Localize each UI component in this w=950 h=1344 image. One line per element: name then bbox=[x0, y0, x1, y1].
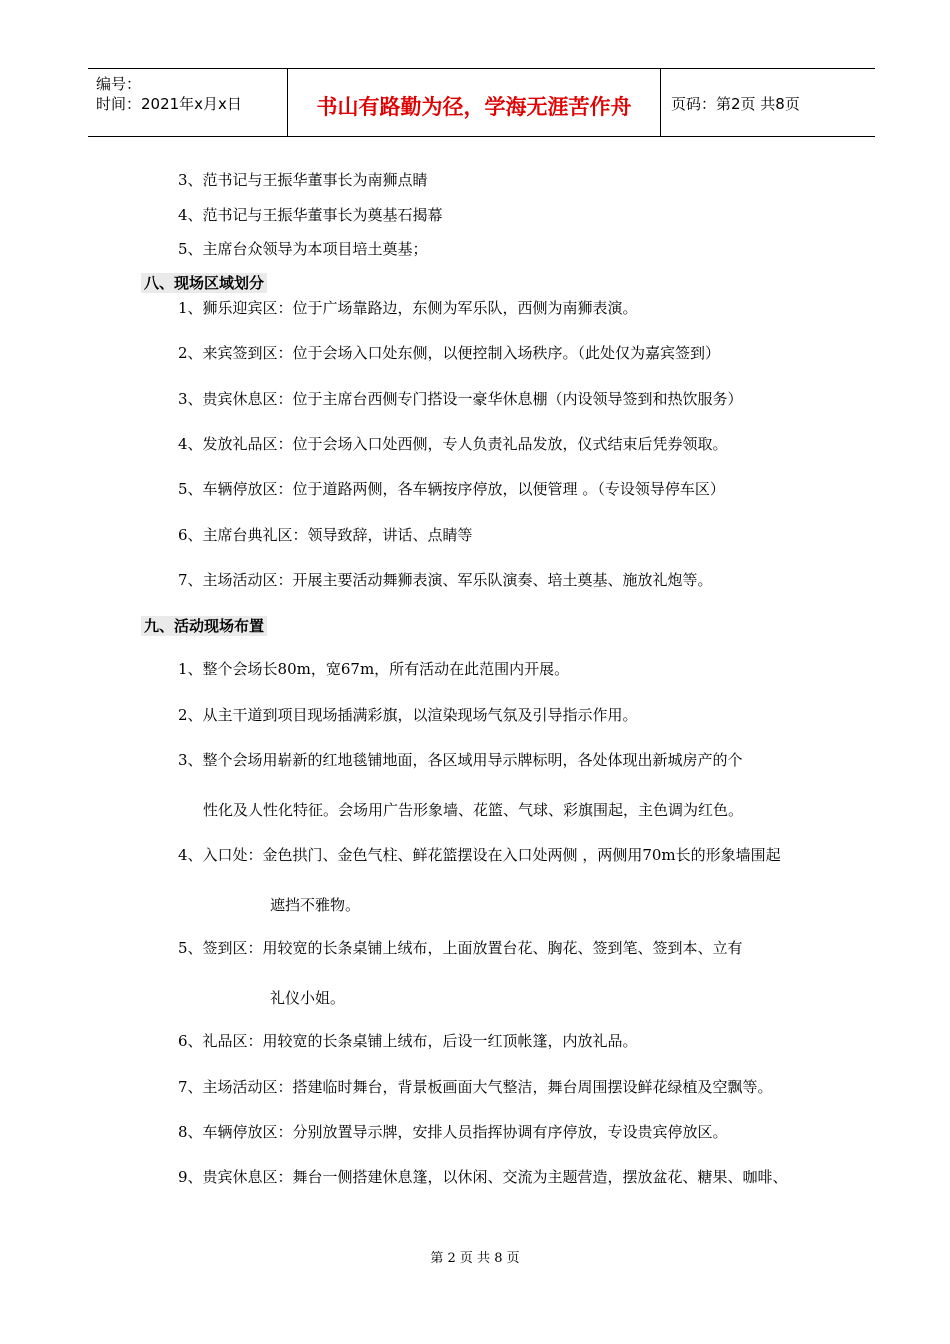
page-header bbox=[88, 68, 875, 137]
section-heading: 八、现场区域划分 bbox=[141, 273, 267, 293]
header-page-info: 页码：第2页 共8页 bbox=[671, 95, 800, 113]
section-heading: 九、活动现场布置 bbox=[141, 616, 267, 636]
list-item: 1、整个会场长80m，宽67m，所有活动在此范围内开展。 bbox=[178, 660, 570, 678]
list-item: 5、签到区：用较宽的长条桌铺上绒布，上面放置台花、胸花、签到笔、签到本、立有 bbox=[178, 939, 743, 957]
list-item: 8、车辆停放区：分别放置导示牌，安排人员指挥协调有序停放，专设贵宾停放区。 bbox=[178, 1123, 728, 1141]
list-item: 6、主席台典礼区：领导致辞，讲话、点睛等 bbox=[178, 526, 473, 544]
list-item: 9、贵宾休息区：舞台一侧搭建休息篷，以休闲、交流为主题营造，摆放盆花、糖果、咖啡、 bbox=[178, 1168, 788, 1186]
header-motto: 书山有路勤为径，学海无涯苦作舟 bbox=[316, 95, 632, 119]
list-item: 2、来宾签到区：位于会场入口处东侧，以便控制入场秩序。（此处仅为嘉宾签到） bbox=[178, 344, 721, 362]
intro-item: 3、范书记与王振华董事长为南狮点睛 bbox=[178, 171, 428, 189]
header-page-cell bbox=[661, 69, 875, 136]
list-item: 4、入口处：金色拱门、金色气柱、鲜花篮摆设在入口处两侧 ，两侧用70m长的形象墙围起 bbox=[178, 846, 781, 864]
list-item-continuation: 礼仪小姐。 bbox=[270, 989, 346, 1007]
intro-item: 4、范书记与王振华董事长为奠基石揭幕 bbox=[178, 206, 443, 224]
list-item: 7、主场活动区：开展主要活动舞狮表演、军乐队演奏、培土奠基、施放礼炮等。 bbox=[178, 571, 713, 589]
list-item: 5、车辆停放区：位于道路两侧，各车辆按序停放，以便管理 。（专设领导停车区） bbox=[178, 480, 725, 498]
list-item: 3、贵宾休息区：位于主席台西侧专门搭设一豪华休息棚（内设领导签到和热饮服务） bbox=[178, 390, 743, 408]
list-item: 4、发放礼品区：位于会场入口处西侧，专人负责礼品发放，仪式结束后凭券领取。 bbox=[178, 435, 728, 453]
list-item: 3、整个会场用崭新的红地毯铺地面，各区域用导示牌标明，各处体现出新城房产的个 bbox=[178, 751, 743, 769]
header-meta bbox=[88, 69, 288, 136]
list-item-continuation: 性化及人性化特征。会场用广告形象墙、花篮、气球、彩旗围起，主色调为红色。 bbox=[203, 801, 744, 819]
list-item: 2、从主干道到项目现场插满彩旗，以渲染现场气氛及引导指示作用。 bbox=[178, 706, 638, 724]
intro-item: 5、主席台众领导为本项目培土奠基； bbox=[178, 240, 428, 258]
header-time: 时间：2021年x月x日 bbox=[96, 95, 242, 113]
header-number: 编号： bbox=[96, 75, 142, 93]
list-item-continuation: 遮挡不雅物。 bbox=[270, 896, 361, 914]
list-item: 6、礼品区：用较宽的长条桌铺上绒布，后设一红顶帐篷，内放礼品。 bbox=[178, 1032, 638, 1050]
list-item: 7、主场活动区：搭建临时舞台，背景板画面大气整洁，舞台周围摆设鲜花绿植及空飘等。 bbox=[178, 1078, 773, 1096]
header-motto-cell bbox=[288, 69, 661, 136]
page-footer: 第 2 页 共 8 页 bbox=[430, 1251, 520, 1266]
list-item: 1、狮乐迎宾区：位于广场靠路边，东侧为军乐队，西侧为南狮表演。 bbox=[178, 299, 638, 317]
